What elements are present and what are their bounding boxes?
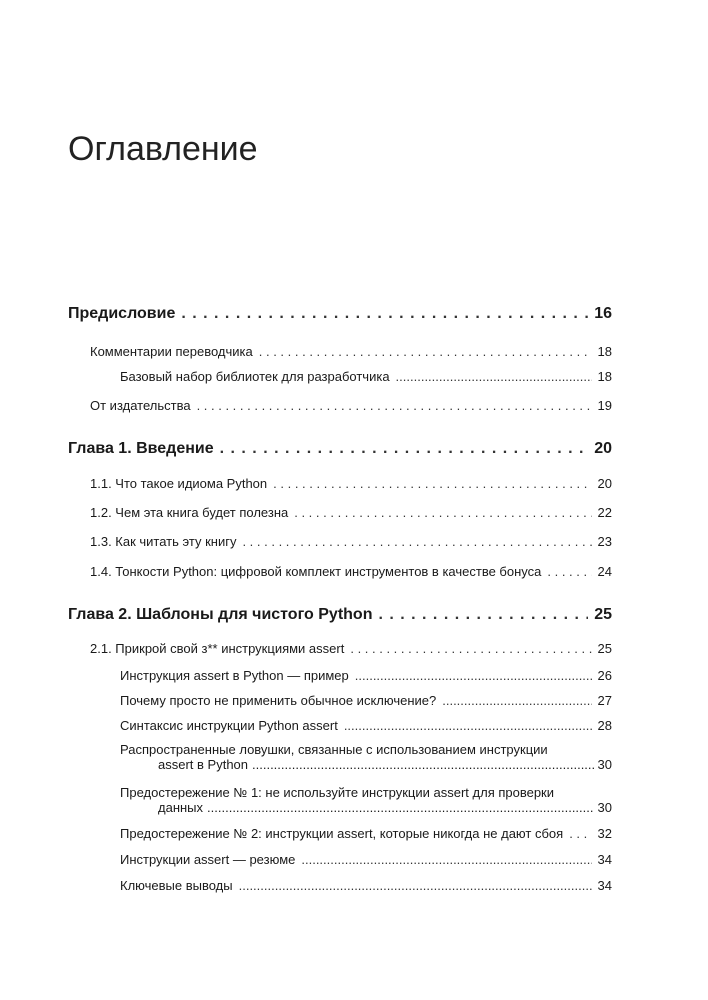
toc-entry-caveat-2[interactable] xyxy=(120,826,612,841)
toc-entry-base-libraries[interactable] xyxy=(120,369,612,384)
leader-dots xyxy=(344,718,592,733)
toc-page-number: 27 xyxy=(597,693,612,708)
toc-entry-title: Комментарии переводчика xyxy=(90,344,253,359)
toc-entry-assert-syntax[interactable] xyxy=(120,718,612,733)
toc-entry-title: Предисловие xyxy=(68,305,176,322)
toc-page-number: 22 xyxy=(597,505,612,520)
toc-entry-preface[interactable] xyxy=(68,305,612,323)
toc-entry-title: Глава 2. Шаблоны для чистого Python xyxy=(68,606,373,623)
toc-entry-1-3[interactable] xyxy=(90,534,612,549)
toc-entry-why-not-exception[interactable] xyxy=(120,693,612,708)
toc-entry-chapter-2[interactable] xyxy=(68,606,612,624)
toc-page-number: 19 xyxy=(597,398,612,413)
toc-entry-title: Инструкции assert — резюме xyxy=(120,852,296,867)
leader-dots xyxy=(569,826,591,841)
leader-dots xyxy=(350,641,591,656)
toc-entry-title: Почему просто не применить обычное исключение? xyxy=(120,693,437,708)
toc-page-number: 30 xyxy=(597,800,612,815)
toc-entry-publisher[interactable] xyxy=(90,398,612,413)
leader-dots xyxy=(378,606,588,624)
toc-entry-title: 1.1. Что такое идиома Python xyxy=(90,476,268,491)
leader-dots xyxy=(181,305,588,323)
toc-page-number: 18 xyxy=(597,344,612,359)
toc-page-number: 25 xyxy=(594,606,612,623)
leader-dots xyxy=(197,398,592,413)
leader-dots xyxy=(220,440,589,458)
toc-page-number: 20 xyxy=(597,476,612,491)
leader-dots xyxy=(252,757,594,772)
toc-page-number: 30 xyxy=(597,757,612,772)
toc-page-number: 25 xyxy=(597,641,612,656)
leader-dots xyxy=(294,505,591,520)
toc-entry-title: Инструкция assert в Python — пример xyxy=(120,668,349,683)
toc-page-number: 16 xyxy=(594,305,612,322)
leader-dots xyxy=(301,852,591,867)
toc-entry-assert-example[interactable] xyxy=(120,668,612,683)
toc-entry-1-1[interactable] xyxy=(90,476,612,491)
leader-dots xyxy=(242,534,591,549)
toc-entry-title: 1.4. Тонкости Python: цифровой комплект инструментов в качестве бонуса xyxy=(90,564,542,579)
leader-dots xyxy=(207,800,594,815)
toc-entry-1-2[interactable] xyxy=(90,505,612,520)
toc-entry-title: 1.2. Чем эта книга будет полезна xyxy=(90,505,289,520)
toc-entry-title: Ключевые выводы xyxy=(120,878,233,893)
toc-page-number: 34 xyxy=(597,852,612,867)
toc-entry-title: Синтаксис инструкции Python assert xyxy=(120,718,338,733)
toc-page-number: 23 xyxy=(597,534,612,549)
toc-entry-chapter-1[interactable] xyxy=(68,440,612,458)
toc-entry-title-continued: assert в Python xyxy=(158,757,249,772)
toc-page-number: 26 xyxy=(597,668,612,683)
leader-dots xyxy=(547,564,591,579)
toc-entry-key-points[interactable] xyxy=(120,878,612,893)
toc-entry-pitfalls[interactable] xyxy=(120,742,612,772)
toc-entry-2-1[interactable] xyxy=(90,641,612,656)
toc-entry-title-continued: данных xyxy=(158,800,204,815)
toc-entry-title: 1.3. Как читать эту книгу xyxy=(90,534,237,549)
leader-dots xyxy=(239,878,592,893)
toc-entry-assert-summary[interactable] xyxy=(120,852,612,867)
toc-page-number: 20 xyxy=(594,440,612,457)
leader-dots xyxy=(259,344,592,359)
toc-page-number: 18 xyxy=(597,369,612,384)
toc-page-number: 28 xyxy=(597,718,612,733)
toc-page-number: 32 xyxy=(597,826,612,841)
leader-dots xyxy=(442,693,591,708)
toc-entry-title: Глава 1. Введение xyxy=(68,440,214,457)
toc-page-number: 34 xyxy=(597,878,612,893)
toc-entry-1-4[interactable] xyxy=(90,564,612,579)
toc-entry-title: Предостережение № 2: инструкции assert, которые никогда не дают сбоя xyxy=(120,826,564,841)
leader-dots xyxy=(273,476,591,491)
toc-entry-caveat-1[interactable] xyxy=(120,785,612,815)
leader-dots xyxy=(396,369,592,384)
toc-entry-title: 2.1. Прикрой свой з** инструкциями assert xyxy=(90,641,345,656)
toc-entry-title: Предостережение № 1: не используйте инструкции assert для проверки xyxy=(120,785,555,800)
page-title: Оглавление xyxy=(68,130,258,168)
toc-entry-title: Распространенные ловушки, связанные с использованием инструкции xyxy=(120,742,548,757)
toc-entry-translator-comments[interactable] xyxy=(90,344,612,359)
toc-page-number: 24 xyxy=(597,564,612,579)
toc-entry-title: От издательства xyxy=(90,398,191,413)
leader-dots xyxy=(355,668,592,683)
toc-entry-title: Базовый набор библиотек для разработчика xyxy=(120,369,390,384)
